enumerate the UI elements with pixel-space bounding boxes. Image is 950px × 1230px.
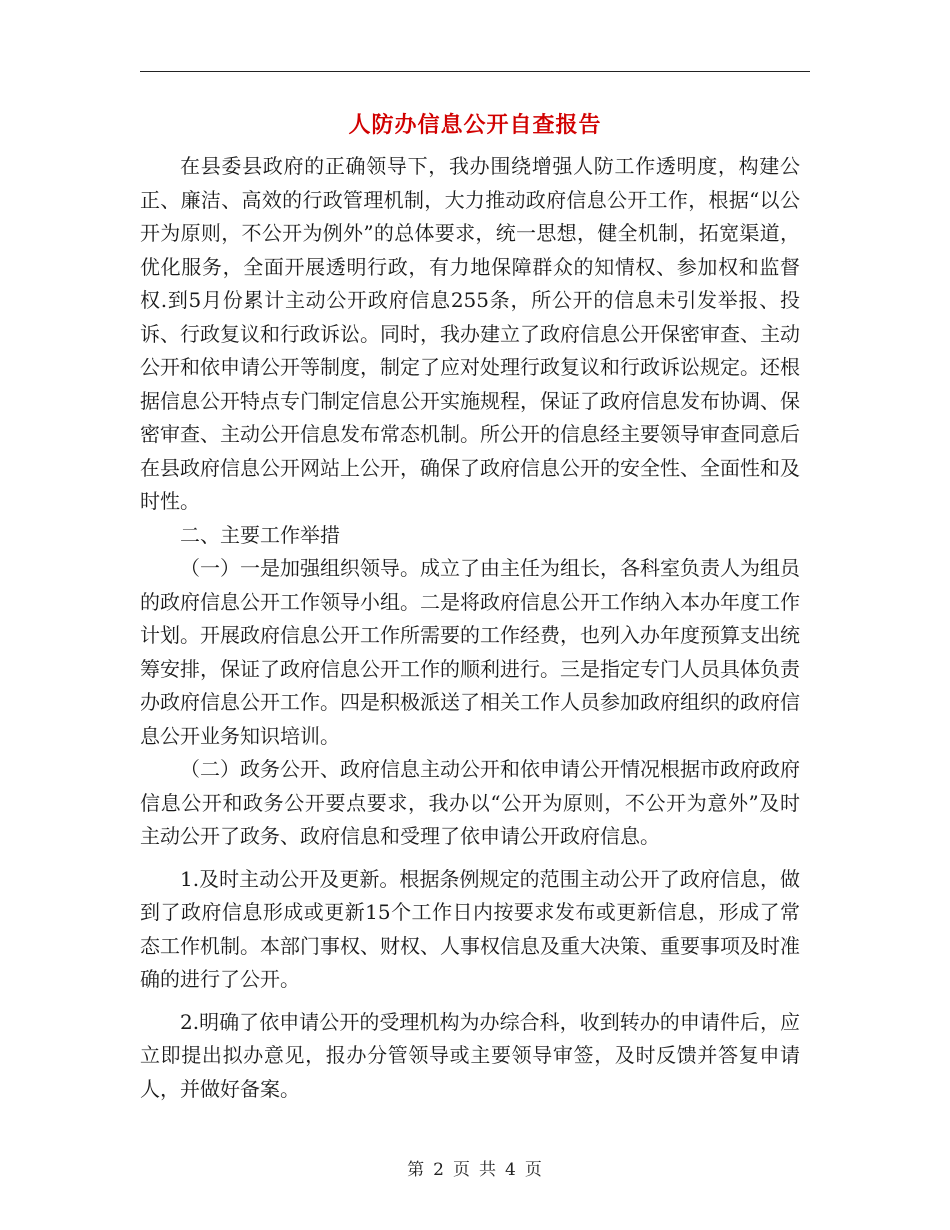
total-pages-number: 4 [505, 1160, 517, 1180]
paragraph-organization-leadership: （一）一是加强组织领导。成立了由主任为组长，各科室负责人为组员的政府信息公开工作领导小组。二是将政府信息公开工作纳入本办年度工作计划。开展政府信息公开工作所需要的工作经费，也列入办年度预算支出统筹安排，保证了政府信息公开工作的顺利进行。三是指定专门人员具体负责办政府信息公开工作。四是积极派送了相关工作人员参加政府组织的政府信息公开业务知识培训。 [140, 556, 800, 748]
footer-gong: 共 [479, 1160, 497, 1180]
section-heading-main-measures: 二、主要工作举措 [180, 522, 340, 547]
page-footer [0, 1155, 950, 1180]
current-page-number: 2 [433, 1160, 445, 1180]
header-rule [140, 71, 810, 72]
paragraph-item-1: 1.及时主动公开及更新。根据条例规定的范围主动公开了政府信息，做到了政府信息形成或更新15个工作日内按要求发布或更新信息，形成了常态工作机制。本部门事权、财权、人事权信息及重大决策、重要事项及时准确的进行了公开。 [140, 866, 800, 991]
document-title: 人防办信息公开自查报告 [348, 113, 602, 138]
footer-di: 第 [407, 1160, 426, 1180]
intro-paragraph: 在县委县政府的正确领导下，我办围绕增强人防工作透明度，构建公正、廉洁、高效的行政管理机制，大力推动政府信息公开工作，根据“以公开为原则，不公开为例外”的总体要求，统一思想，健全机制，拓宽渠道，优化服务，全面开展透明行政，有力地保障群众的知情权、参加权和监督权.到5月份累计主动公开政府信息255条，所公开的信息未引发举报、投诉、行政复议和行政诉讼。同时，我办建立了政府信息公开保密审查、主动公开和依申请公开等制度，制定了应对处理行政复议和行政诉讼规定。还根据信息公开特点专门制定信息公开实施规程，保证了政府信息发布协调、保密审查、主动公开信息发布常态机制。所公开的信息经主要领导审查同意后在县政府信息公开网站上公开，确保了政府信息公开的安全性、全面性和及时性。 [140, 154, 800, 513]
paragraph-item-2: 2.明确了依申请公开的受理机构为办综合科，收到转办的申请件后，应立即提出拟办意见，报办分管领导或主要领导审签，及时反馈并答复申请人，并做好备案。 [140, 1009, 800, 1101]
footer-ye: 页 [453, 1160, 471, 1180]
document-body [140, 150, 800, 1106]
paragraph-disclosure-status: （二）政务公开、政府信息主动公开和依申请公开情况根据市政府政府信息公开和政务公开要点要求，我办以“公开为原则，不公开为意外”及时主动公开了政务、政府信息和受理了依申请公开政府信息。 [140, 757, 800, 848]
footer-ye-2: 页 [524, 1160, 543, 1180]
